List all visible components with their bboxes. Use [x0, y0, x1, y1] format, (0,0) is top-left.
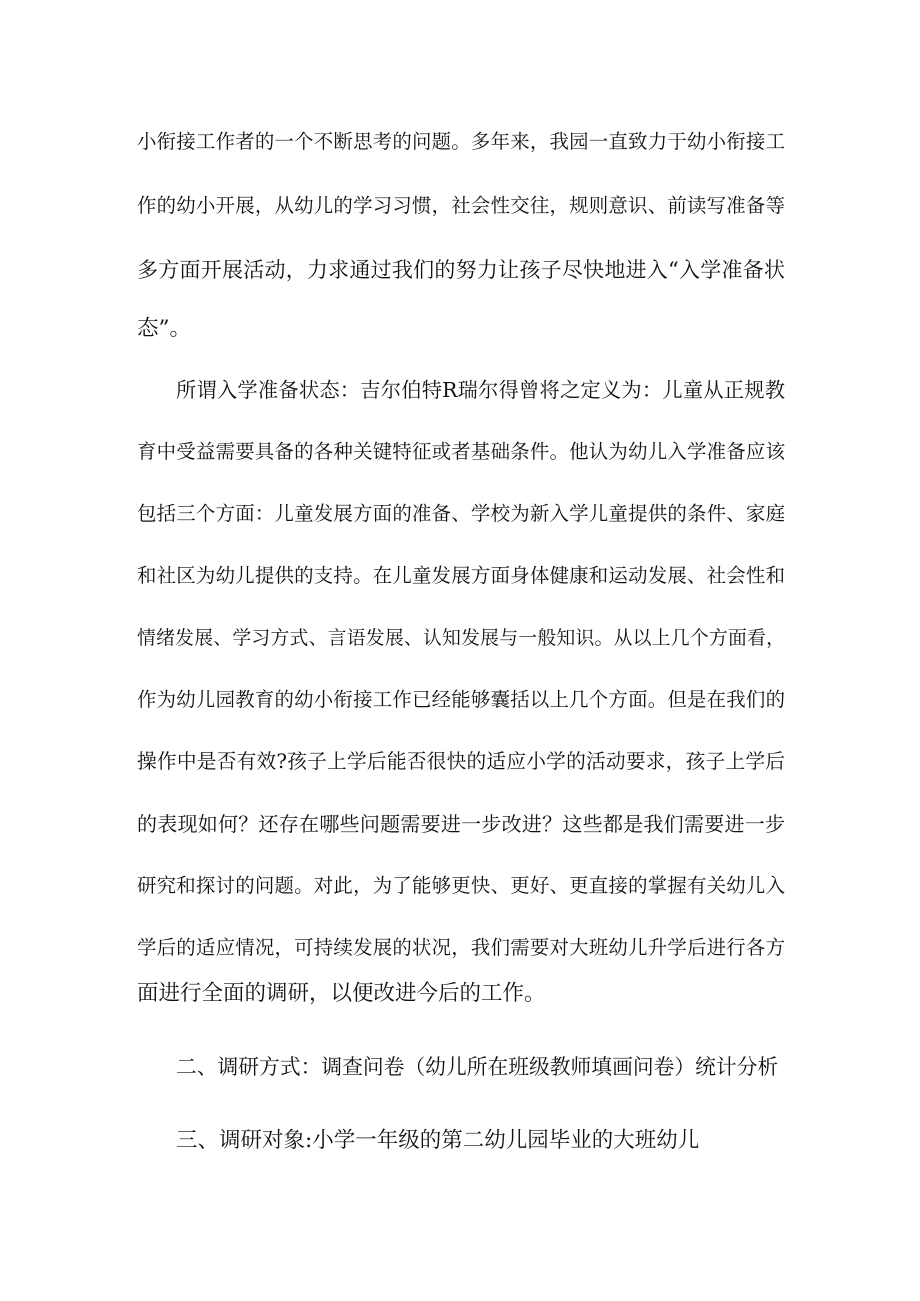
paragraph-1-line-1: 小衔接工作者的一个不断思考的问题。多年来，我园一直致力于幼小衔接工 — [137, 130, 785, 153]
paragraph-2-line-4: 和社区为幼儿提供的支持。在儿童发展方面身体健康和运动发展、社会性和 — [137, 564, 785, 587]
paragraph-2-line-7: 操作中是否有效?孩子上学后能否很快的适应小学的活动要求，孩子上学后 — [137, 750, 785, 773]
paragraph-2-line-1: 所谓入学准备状态：吉尔伯特R瑞尔得曾将之定义为：儿童从正规教 — [176, 378, 785, 402]
paragraph-1-line-2: 作的幼小开展，从幼儿的学习习惯，社会性交往，规则意识、前读写准备等 — [137, 194, 785, 217]
section-heading-survey-subjects: 三、调研对象:小学一年级的第二幼儿园毕业的大班幼儿 — [176, 1128, 700, 1153]
paragraph-1-line-3: 多方面开展活动，力求通过我们的努力让孩子尽快地进入“入学准备状 — [137, 257, 785, 282]
paragraph-2-line-6: 作为幼儿园教育的幼小衔接工作已经能够囊括以上几个方面。但是在我们的 — [137, 688, 785, 711]
paragraph-2-line-11: 面进行全面的调研，以便改进今后的工作。 — [137, 981, 546, 1006]
paragraph-2-line-5: 情绪发展、学习方式、言语发展、认知发展与一般知识。从以上几个方面看， — [137, 627, 785, 649]
paragraph-2-line-9: 研究和探讨的问题。对此，为了能够更快、更好、更直接的掌握有关幼儿入 — [137, 874, 785, 897]
section-heading-survey-method: 二、调研方式：调查问卷（幼儿所在班级教师填画问卷）统计分析 — [176, 1055, 779, 1079]
paragraph-1-line-4: 态”。 — [137, 316, 191, 341]
paragraph-2-line-8: 的表现如何？还存在哪些问题需要进一步改进？这些都是我们需要进一步 — [137, 812, 785, 836]
paragraph-2-line-2: 育中受益需要具备的各种关键特征或者基础条件。他认为幼儿入学准备应该 — [137, 440, 785, 463]
paragraph-2-line-3: 包括三个方面：儿童发展方面的准备、学校为新入学儿童提供的条件、家庭 — [137, 502, 785, 525]
paragraph-2-line-10: 学后的适应情况，可持续发展的状况，我们需要对大班幼儿升学后进行各方 — [137, 936, 785, 959]
